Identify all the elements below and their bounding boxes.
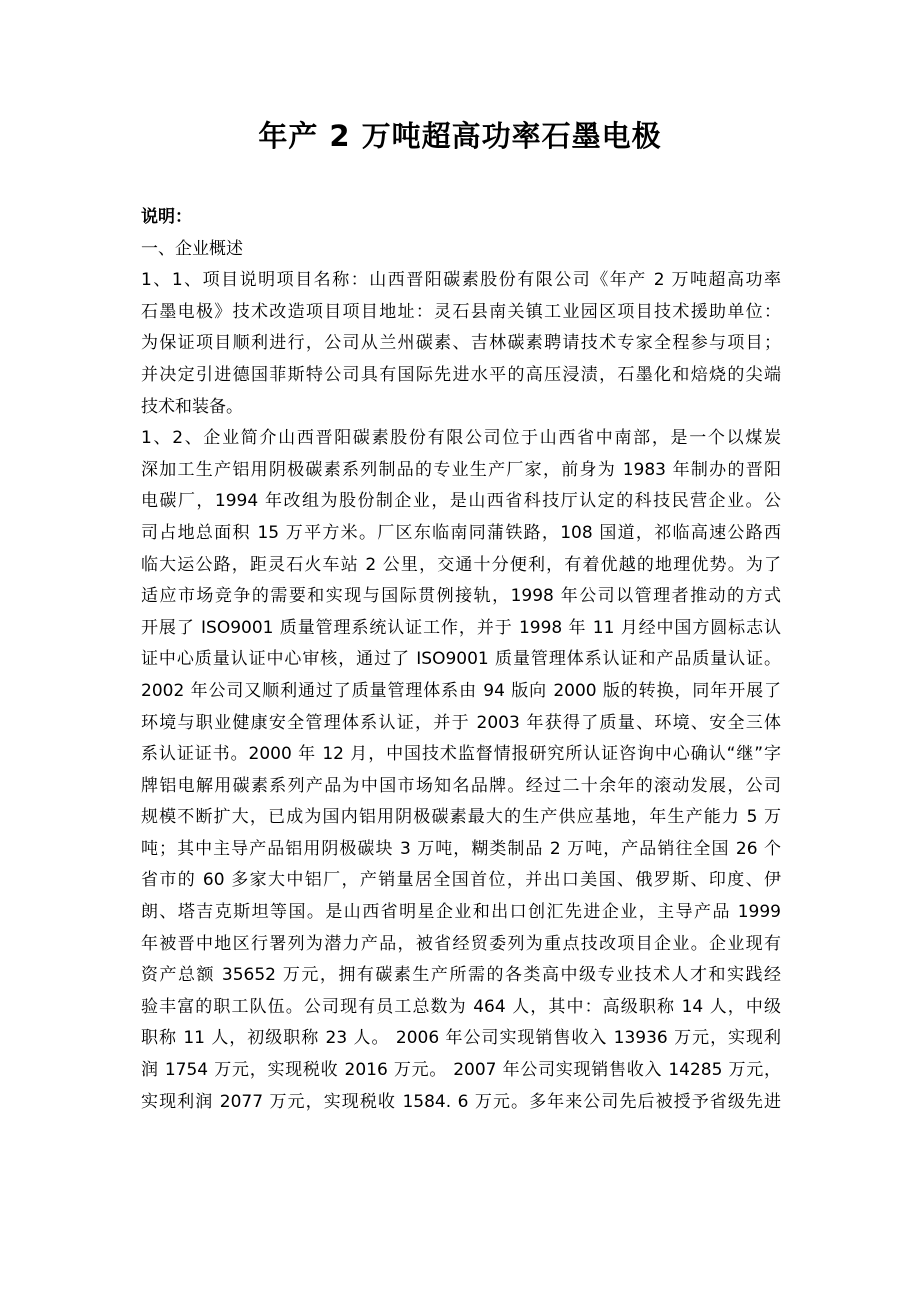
paragraph-line: 实现利润 2077 万元，实现税收 1584. 6 万元。多年来公司先后被授予省级先进	[141, 1091, 781, 1112]
paragraph-line: 司占地总面积 15 万平方米。厂区东临南同蒲铁路，108 国道，祁临高速公路西	[141, 522, 781, 543]
paragraph-line: 吨；其中主导产品铝用阴极碳块 3 万吨，糊类制品 2 万吨，产品销往全国 26 个	[141, 838, 781, 859]
paragraph-line: 适应市场竞争的需要和实现与国际贯例接轨，1998 年公司以管理者推动的方式	[141, 586, 781, 607]
paragraph-project-description	[141, 265, 781, 423]
paragraph-line: 验丰富的职工队伍。公司现有员工总数为 464 人，其中：高级职称 14 人，中级	[141, 996, 781, 1017]
paragraph-line: 2002 年公司又顺利通过了质量管理体系由 94 版向 2000 版的转换，同年开展了	[141, 680, 781, 701]
paragraph-line: 朗、塔吉克斯坦等国。是山西省明星企业和出口创汇先进企业，主导产品 1999	[141, 902, 781, 923]
paragraph-line: 资产总额 35652 万元，拥有碳素生产所需的各类高中级专业技术人才和实践经	[141, 965, 781, 986]
paragraph-line: 1、2、企业简介山西晋阳碳素股份有限公司位于山西省中南部，是一个以煤炭	[141, 428, 781, 449]
paragraph-line: 并决定引进德国菲斯特公司具有国际先进水平的高压浸渍，石墨化和焙烧的尖端	[141, 364, 781, 385]
description-label: 说明：	[141, 207, 192, 227]
paragraph-line: 技术和装备。	[141, 396, 243, 417]
paragraph-line: 电碳厂，1994 年改组为股份制企业，是山西省科技厅认定的科技民营企业。公	[141, 491, 781, 512]
paragraph-line: 石墨电极》技术改造项目项目地址：灵石县南关镇工业园区项目技术援助单位：	[141, 301, 781, 322]
document-title: 年产 2 万吨超高功率石墨电极	[258, 119, 662, 153]
paragraph-line: 临大运公路，距灵石火车站 2 公里，交通十分便利，有着优越的地理优势。为了	[141, 554, 781, 575]
paragraph-line: 证中心质量认证中心审核，通过了 ISO9001 质量管理体系认证和产品质量认证。	[141, 649, 781, 670]
paragraph-line: 为保证项目顺利进行，公司从兰州碳素、吉林碳素聘请技术专家全程参与项目；	[141, 333, 781, 354]
document-body	[141, 202, 781, 1118]
paragraph-line: 润 1754 万元，实现税收 2016 万元。 2007 年公司实现销售收入 14285 万元，	[141, 1060, 781, 1081]
paragraph-company-profile	[141, 423, 781, 1118]
paragraph-line: 规模不断扩大，已成为国内铝用阴极碳素最大的生产供应基地，年生产能力 5 万	[141, 807, 781, 828]
paragraph-line: 开展了 ISO9001 质量管理系统认证工作，并于 1998 年 11 月经中国方圆标志认	[141, 617, 781, 638]
paragraph-line: 1、1、项目说明项目名称：山西晋阳碳素股份有限公司《年产 2 万吨超高功率	[141, 270, 781, 291]
paragraph-line: 职称 11 人，初级职称 23 人。 2006 年公司实现销售收入 13936 万元，实现利	[141, 1028, 781, 1049]
section-heading: 一、企业概述	[141, 238, 243, 259]
paragraph-line: 系认证证书。2000 年 12 月，中国技术监督情报研究所认证咨询中心确认“继”字	[141, 744, 781, 765]
paragraph-line: 深加工生产铝用阴极碳素系列制品的专业生产厂家，前身为 1983 年制办的晋阳	[141, 459, 781, 480]
paragraph-line: 年被晋中地区行署列为潜力产品，被省经贸委列为重点技改项目企业。企业现有	[141, 933, 781, 954]
paragraph-line: 牌铝电解用碳素系列产品为中国市场知名品牌。经过二十余年的滚动发展，公司	[141, 775, 781, 796]
paragraph-line: 环境与职业健康安全管理体系认证，并于 2003 年获得了质量、环境、安全三体	[141, 712, 781, 733]
paragraph-line: 省市的 60 多家大中铝厂，产销量居全国首位，并出口美国、俄罗斯、印度、伊	[141, 870, 781, 891]
